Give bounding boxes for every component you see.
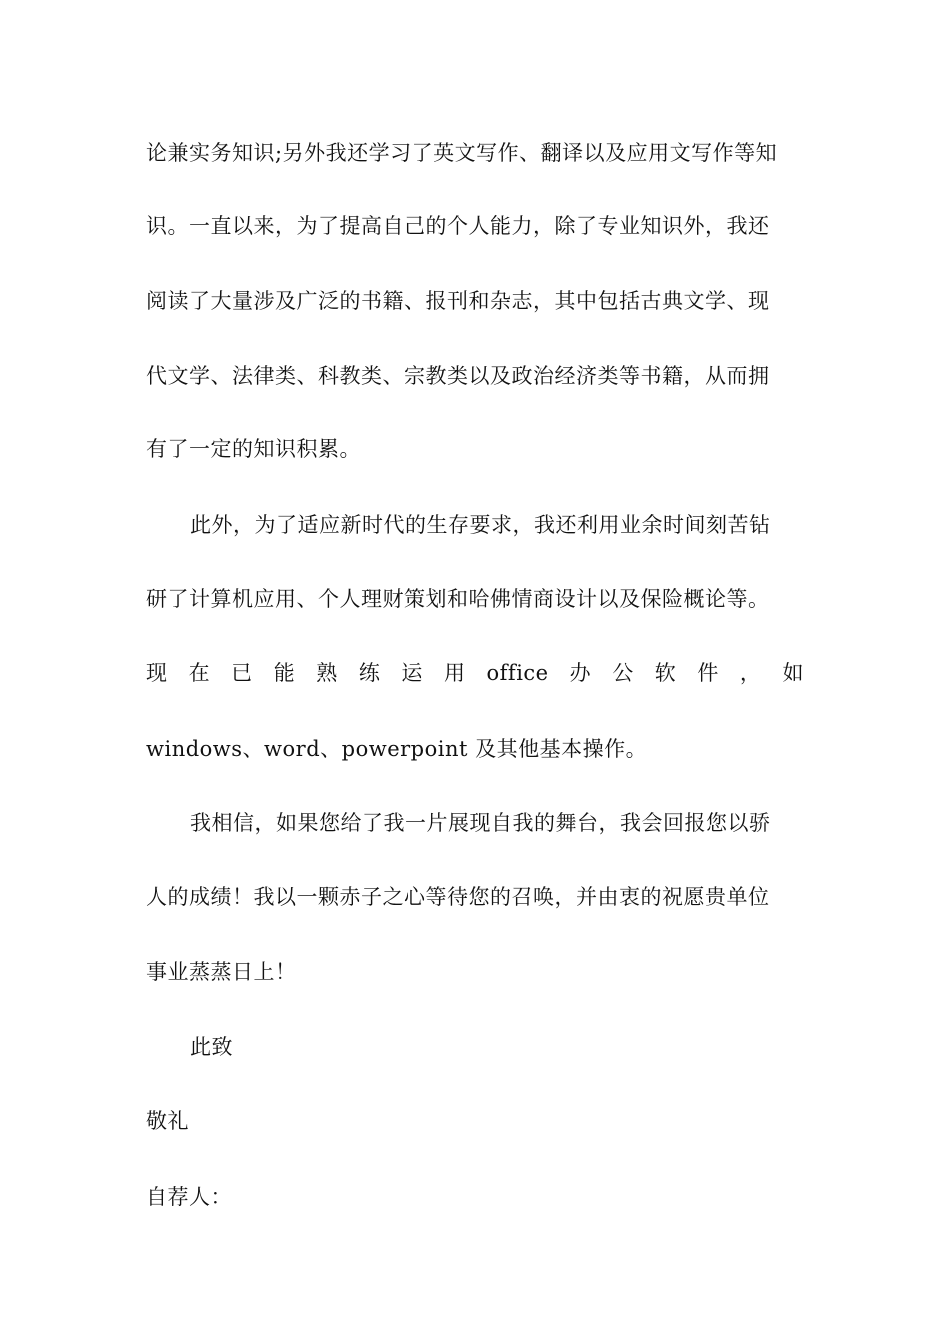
word: office — [486, 661, 549, 685]
text-line: 代文学、法律类、科教类、宗教类以及政治经济类等书籍，从而拥 — [146, 364, 770, 388]
word: 在 — [188, 661, 211, 685]
word: 用 — [443, 661, 466, 685]
paragraph-first-line: 此外，为了适应新时代的生存要求，我还利用业余时间刻苦钻 — [190, 513, 771, 537]
word: 如 — [782, 661, 804, 685]
word: 现 — [146, 661, 168, 685]
word: ， — [739, 661, 762, 685]
paragraph-first-line: 我相信，如果您给了我一片展现自我的舞台，我会回报您以骄 — [190, 811, 771, 835]
text-line: 有了一定的知识积累。 — [146, 437, 361, 461]
word: 练 — [358, 661, 381, 685]
text-line: 识。一直以来，为了提高自己的个人能力，除了专业知识外，我还 — [146, 214, 770, 238]
word: 件 — [697, 661, 719, 685]
closing-salutation: 此致 — [190, 1035, 233, 1059]
word: 能 — [273, 661, 296, 685]
text-line: 事业蒸蒸日上！ — [146, 960, 297, 984]
text-line: 论兼实务知识;另外我还学习了英文写作、翻译以及应用文写作等知 — [146, 141, 778, 165]
justified-text-line — [146, 658, 804, 688]
text-line: windows、word、powerpoint 及其他基本操作。 — [146, 737, 648, 761]
word: 公 — [612, 661, 634, 685]
signature-label: 自荐人： — [146, 1185, 232, 1209]
text-line: 研了计算机应用、个人理财策划和哈佛情商设计以及保险概论等。 — [146, 587, 770, 611]
text-line: 人的成绩！我以一颗赤子之心等待您的召唤，并由衷的祝愿贵单位 — [146, 885, 770, 909]
word: 已 — [231, 661, 253, 685]
word: 熟 — [316, 661, 338, 685]
word: 软 — [654, 661, 677, 685]
word: 办 — [569, 661, 592, 685]
closing-respect: 敬礼 — [146, 1109, 189, 1133]
word: 运 — [401, 661, 423, 685]
text-line: 阅读了大量涉及广泛的书籍、报刊和杂志，其中包括古典文学、现 — [146, 289, 770, 313]
